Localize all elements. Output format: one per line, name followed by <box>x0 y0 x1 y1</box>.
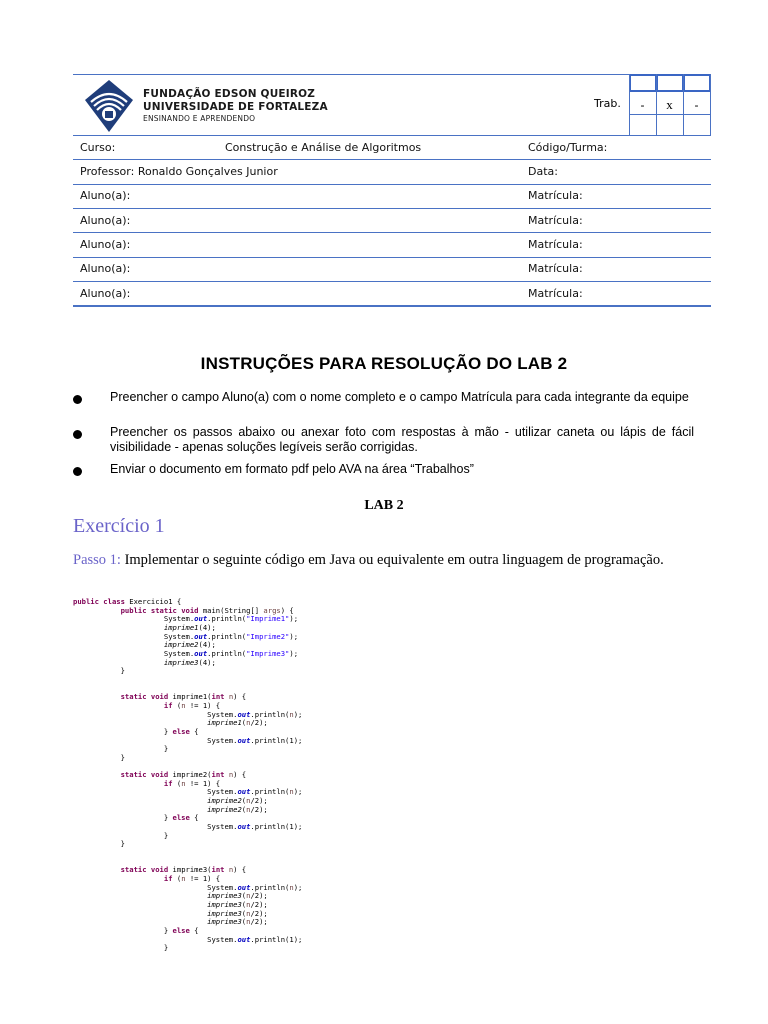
rule <box>73 208 711 209</box>
rule <box>73 232 711 233</box>
matricula-label: Matrícula: <box>528 262 583 275</box>
instruction-item <box>73 462 694 480</box>
instruction-item <box>73 425 694 457</box>
trab-value: - <box>640 98 645 112</box>
matricula-label: Matrícula: <box>528 238 583 251</box>
trab-label: Trab. <box>594 97 621 110</box>
instruction-item <box>73 390 694 422</box>
university-shield-logo-icon <box>83 78 135 134</box>
rule <box>73 74 711 75</box>
institution-line1: FUNDAÇÃO EDSON QUEIROZ <box>143 88 316 100</box>
step-text: Implementar o seguinte código em Java ou equivalente em outra linguagem de programação. <box>120 552 664 568</box>
rule <box>73 159 711 160</box>
codigo-turma-label: Código/Turma: <box>528 141 608 154</box>
trab-box <box>656 74 684 92</box>
instruction-text: Preencher o campo Aluno(a) com o nome completo e o campo Matrícula para cada integrante da equipe <box>110 390 689 404</box>
institution-name <box>143 88 328 124</box>
aluno-label: Aluno(a): <box>80 189 131 202</box>
step-label: Passo 1: <box>73 552 121 568</box>
rule <box>73 135 711 136</box>
instruction-text: Enviar o documento em formato pdf pelo AVA na área “Trabalhos” <box>110 462 474 476</box>
aluno-label: Aluno(a): <box>80 262 131 275</box>
header-table <box>73 74 711 306</box>
grid-line <box>710 74 711 135</box>
aluno-label: Aluno(a): <box>80 287 131 300</box>
professor-label: Professor: Ronaldo Gonçalves Junior <box>80 165 278 178</box>
rule <box>73 281 711 282</box>
code-block: public class Exercicio1 { public static void main(String[] args) { System.out.println("Imprime1"); imprime1(4); System.out.println("Imprime2"); imprime2(4); System.out.println("Imprime3"); imprime3(4); } static void imprime1(int n) { if (n != 1) { System.out.println(n); imprime1(n/2); } else { System.out.println(1); } } static void imprime2(int n) { if (n != 1) { System.out.println(n); imprime2(n/2); imprime2(n/2); } else { System.out.println(1); } } static void imprime3(int n) { if (n != 1) { System.out.println(n); imprime3(n/2); imprime3(n/2); imprime3(n/2); imprime3(n/2); } else { System.out.println(1); } <box>73 597 303 953</box>
institution-line2: UNIVERSIDADE DE FORTALEZA <box>143 101 328 113</box>
trab-value: x <box>666 97 673 112</box>
trab-grid <box>629 74 711 135</box>
aluno-label: Aluno(a): <box>80 214 131 227</box>
matricula-label: Matrícula: <box>528 189 583 202</box>
aluno-label: Aluno(a): <box>80 238 131 251</box>
instruction-text: Preencher os passos abaixo ou anexar foto com respostas à mão - utilizar caneta ou lápis de fácil visibilidade - apenas soluções legíveis serão corrigidas. <box>110 425 694 454</box>
bullet-icon <box>73 467 82 476</box>
rule <box>73 184 711 185</box>
exercise-title: Exercício 1 <box>73 515 165 537</box>
trab-value: - <box>694 98 699 112</box>
step-paragraph <box>73 552 694 569</box>
rule <box>73 305 711 307</box>
bullet-icon <box>73 395 82 404</box>
curso-label: Curso: <box>80 141 116 154</box>
curso-value: Construção e Análise de Algoritmos <box>225 141 422 154</box>
bullet-icon <box>73 430 82 439</box>
trab-box <box>683 74 711 92</box>
matricula-label: Matrícula: <box>528 214 583 227</box>
instructions-title: INSTRUÇÕES PARA RESOLUÇÃO DO LAB 2 <box>200 354 568 373</box>
rule <box>73 257 711 258</box>
institution-motto: ENSINANDO E APRENDENDO <box>143 114 256 123</box>
matricula-label: Matrícula: <box>528 287 583 300</box>
lab-title: LAB 2 <box>364 498 404 513</box>
trab-box <box>629 74 657 92</box>
data-label: Data: <box>528 165 558 178</box>
